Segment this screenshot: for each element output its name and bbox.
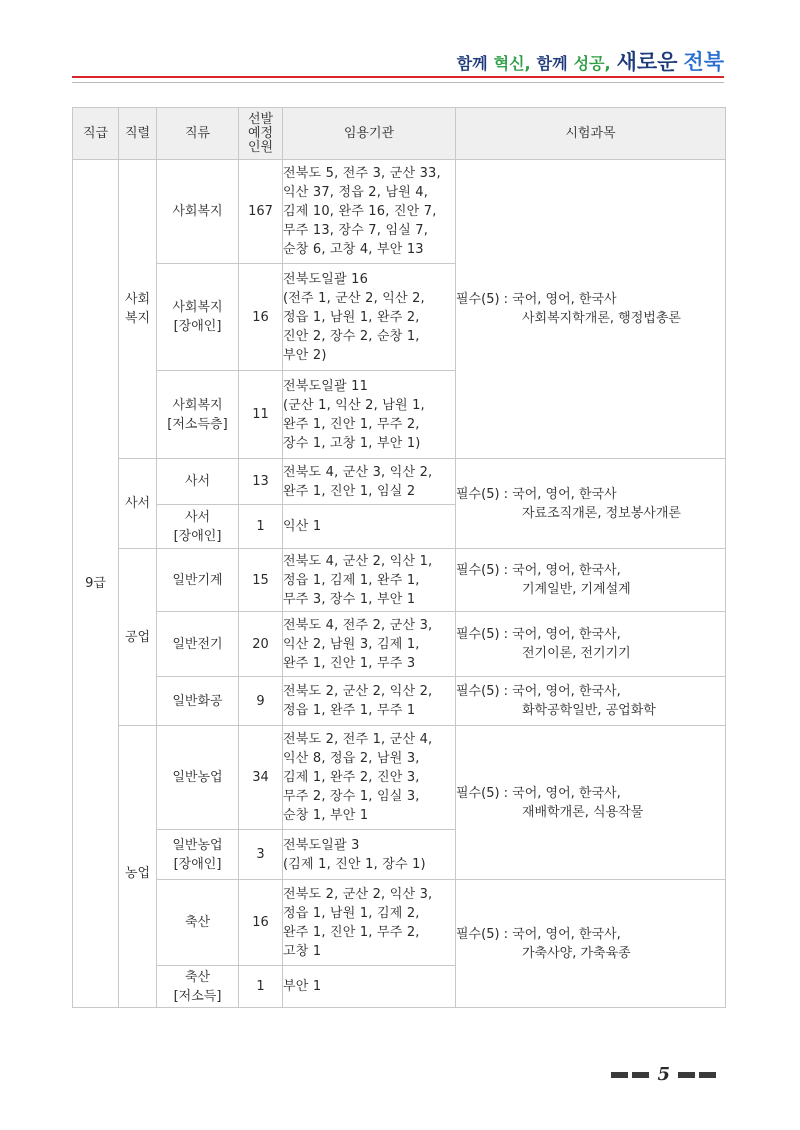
subjects-librarian xyxy=(456,459,726,549)
grade-cell: 9급 xyxy=(73,160,119,1008)
header-rule-gray xyxy=(72,82,724,83)
table-row xyxy=(73,549,726,612)
subjects-line: 재배학개론, 식용작물 xyxy=(522,804,644,820)
subjects-line: 기계일반, 기계설계 xyxy=(522,582,631,597)
institution-line: (김제 1, 진안 1, 장수 1) xyxy=(283,856,426,872)
subjects-line: 필수(5) : 국어, 영어, 한국사, xyxy=(456,785,621,801)
institution-cell xyxy=(283,371,456,459)
count-cell: 1 xyxy=(239,505,283,549)
institution-line: 익산 8, 정읍 2, 남원 3, xyxy=(283,751,420,766)
institution-line: 익산 37, 정읍 2, 남원 4, xyxy=(283,185,429,200)
table-row xyxy=(73,459,726,505)
count-cell: 16 xyxy=(239,880,283,966)
footer-bar xyxy=(611,1072,628,1078)
institution-line: 전북도 4, 군산 3, 익산 2, xyxy=(283,464,433,480)
footer-bar xyxy=(699,1072,716,1078)
institution-line: 김제 10, 완주 16, 진안 7, xyxy=(283,204,437,219)
header-grade: 직급 xyxy=(73,108,119,160)
institution-line: 고창 1 xyxy=(283,943,322,959)
institution-cell xyxy=(283,505,456,549)
category-cell: 사회복지 xyxy=(157,160,239,264)
institution-cell xyxy=(283,549,456,612)
institution-line: 부안 1 xyxy=(283,979,322,994)
institution-line: 무주 2, 장수 1, 임실 3, xyxy=(283,789,420,804)
subjects-chemical xyxy=(456,677,726,726)
table-row xyxy=(73,677,726,726)
table-row xyxy=(73,160,726,264)
subjects-welfare xyxy=(456,160,726,459)
subjects-line: 필수(5) : 국어, 영어, 한국사, xyxy=(456,563,621,578)
institution-line: 전북도일괄 3 xyxy=(283,837,360,853)
institution-cell xyxy=(283,459,456,505)
category-cell: 사서 [장애인] xyxy=(157,505,239,549)
header-planned xyxy=(239,108,283,160)
slogan-part-4: 성공, xyxy=(573,54,611,73)
footer-bar xyxy=(678,1072,695,1078)
header-planned-line-3: 인원 xyxy=(247,139,274,155)
category-cell: 일반농업 xyxy=(157,726,239,830)
subjects-line: 필수(5) : 국어, 영어, 한국사, xyxy=(456,684,621,699)
subjects-line: 화학공학일반, 공업화학 xyxy=(522,703,656,718)
institution-line: (전주 1, 군산 2, 익산 2, xyxy=(283,290,425,306)
institution-cell xyxy=(283,264,456,371)
institution-line: 정읍 1, 남원 1, 완주 2, xyxy=(283,309,420,325)
subjects-line: 필수(5) : 국어, 영어, 한국사, xyxy=(456,926,621,942)
institution-line: 전북도 5, 전주 3, 군산 33, xyxy=(283,166,441,181)
table-header-row xyxy=(73,108,726,160)
institution-line: 전북도 4, 군산 2, 익산 1, xyxy=(283,553,433,569)
table-row xyxy=(73,726,726,830)
category-cell: 사서 xyxy=(157,459,239,505)
institution-line: 완주 1, 진안 1, 무주 2, xyxy=(283,416,420,432)
count-cell: 20 xyxy=(239,612,283,677)
series-industry: 공업 xyxy=(119,549,157,726)
institution-line: 전북도일괄 16 xyxy=(283,271,369,287)
institution-line: 완주 1, 진안 1, 무주 3 xyxy=(283,655,416,671)
subjects-line: 가축사양, 가축육종 xyxy=(522,945,631,961)
subjects-line: 사회복지학개론, 행정법총론 xyxy=(522,311,681,326)
institution-cell xyxy=(283,880,456,966)
header-planned-line-2: 예정 xyxy=(247,125,274,141)
count-cell: 16 xyxy=(239,264,283,371)
table-row xyxy=(73,612,726,677)
table-row xyxy=(73,880,726,966)
header-series: 직렬 xyxy=(119,108,157,160)
institution-cell xyxy=(283,677,456,726)
header-planned-line-1: 선발 xyxy=(247,111,274,127)
count-cell: 3 xyxy=(239,830,283,880)
institution-cell xyxy=(283,966,456,1008)
category-cell: 사회복지 [저소득층] xyxy=(157,371,239,459)
subjects-agri xyxy=(456,726,726,880)
header-slogan xyxy=(457,46,724,76)
subjects-electric xyxy=(456,612,726,677)
category-cell: 일반기계 xyxy=(157,549,239,612)
series-welfare: 사회 복지 xyxy=(119,160,157,459)
institution-line: 진안 2, 장수 2, 순창 1, xyxy=(283,328,420,344)
count-cell: 167 xyxy=(239,160,283,264)
institution-cell xyxy=(283,612,456,677)
institution-cell xyxy=(283,830,456,880)
count-cell: 15 xyxy=(239,549,283,612)
institution-line: 정읍 1, 남원 1, 김제 2, xyxy=(283,905,420,921)
slogan-part-3: 함께 xyxy=(536,54,568,73)
institution-line: 순창 6, 고창 4, 부안 13 xyxy=(283,242,424,257)
count-cell: 1 xyxy=(239,966,283,1008)
slogan-part-6: 전북 xyxy=(683,50,724,74)
institution-line: 부안 2) xyxy=(283,347,327,363)
institution-line: 순창 1, 부안 1 xyxy=(283,808,369,823)
institution-line: 정읍 1, 완주 1, 무주 1 xyxy=(283,703,416,718)
institution-line: 전북도 2, 군산 2, 익산 2, xyxy=(283,684,433,699)
page-number: 5 xyxy=(657,1064,670,1085)
category-cell: 축산 [저소득] xyxy=(157,966,239,1008)
institution-line: 전북도일괄 11 xyxy=(283,378,369,394)
institution-line: 장수 1, 고창 1, 부안 1) xyxy=(283,435,421,451)
subjects-line: 전기이론, 전기기기 xyxy=(522,646,631,661)
category-cell: 일반화공 xyxy=(157,677,239,726)
count-cell: 13 xyxy=(239,459,283,505)
header-institution: 임용기관 xyxy=(283,108,456,160)
institution-line: 무주 13, 장수 7, 임실 7, xyxy=(283,223,429,238)
slogan-part-2: 혁신, xyxy=(493,54,531,73)
category-cell: 일반농업 [장애인] xyxy=(157,830,239,880)
institution-line: 익산 2, 남원 3, 김제 1, xyxy=(283,636,420,652)
subjects-livestock xyxy=(456,880,726,1008)
subjects-line: 필수(5) : 국어, 영어, 한국사 xyxy=(456,486,617,502)
header-category: 직류 xyxy=(157,108,239,160)
subjects-line: 자료조직개론, 정보봉사개론 xyxy=(522,505,681,521)
institution-line: 전북도 2, 전주 1, 군산 4, xyxy=(283,732,433,747)
institution-line: 완주 1, 진안 1, 무주 2, xyxy=(283,924,420,940)
institution-line: 무주 3, 장수 1, 부안 1 xyxy=(283,591,416,607)
page-footer xyxy=(611,1066,716,1084)
recruitment-table xyxy=(72,107,726,1008)
series-librarian: 사서 xyxy=(119,459,157,549)
header-rule-red xyxy=(72,76,724,78)
institution-line: 완주 1, 진안 1, 임실 2 xyxy=(283,483,416,499)
count-cell: 9 xyxy=(239,677,283,726)
footer-bar xyxy=(632,1072,649,1078)
institution-line: 전북도 2, 군산 2, 익산 3, xyxy=(283,886,433,902)
category-cell: 사회복지 [장애인] xyxy=(157,264,239,371)
institution-line: (군산 1, 익산 2, 남원 1, xyxy=(283,397,425,413)
subjects-line: 필수(5) : 국어, 영어, 한국사, xyxy=(456,627,621,642)
institution-cell xyxy=(283,160,456,264)
institution-line: 김제 1, 완주 2, 진안 3, xyxy=(283,770,420,785)
category-cell: 일반전기 xyxy=(157,612,239,677)
header-subjects: 시험과목 xyxy=(456,108,726,160)
slogan-part-1: 함께 xyxy=(456,54,488,73)
institution-line: 전북도 4, 전주 2, 군산 3, xyxy=(283,617,433,633)
institution-cell xyxy=(283,726,456,830)
subjects-line: 필수(5) : 국어, 영어, 한국사 xyxy=(456,292,617,307)
slogan-part-5: 새로운 xyxy=(616,50,678,74)
institution-line: 익산 1 xyxy=(283,519,322,534)
institution-line: 정읍 1, 김제 1, 완주 1, xyxy=(283,572,420,588)
count-cell: 11 xyxy=(239,371,283,459)
count-cell: 34 xyxy=(239,726,283,830)
category-cell: 축산 xyxy=(157,880,239,966)
series-agriculture: 농업 xyxy=(119,726,157,1008)
subjects-machine xyxy=(456,549,726,612)
